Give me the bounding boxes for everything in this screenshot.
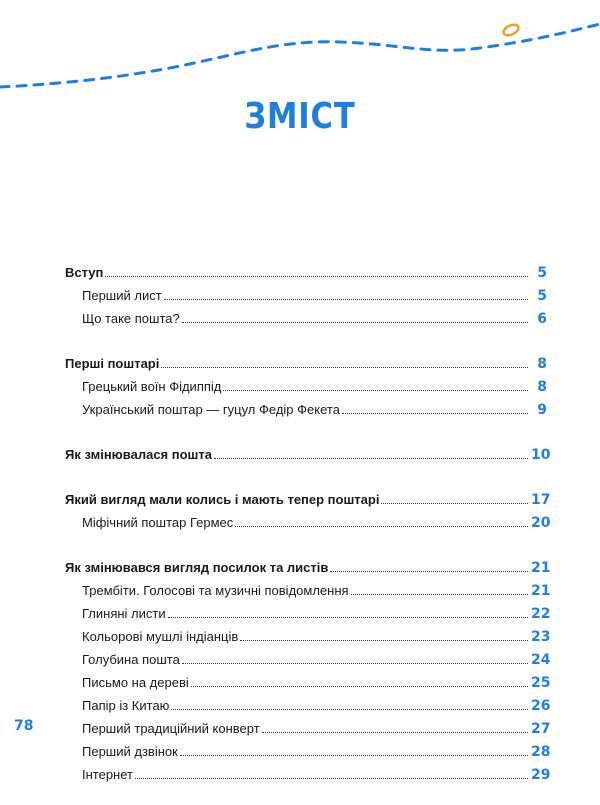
toc-page-number: 22 (531, 606, 551, 622)
toc-subentry (65, 622, 551, 645)
toc-subentry (65, 691, 551, 714)
toc-dot-leader (161, 367, 528, 368)
toc-entry-title: Що таке пошта? (82, 311, 180, 326)
toc-page-number: 27 (531, 721, 551, 737)
toc-dot-leader (351, 594, 528, 595)
toc-entry-title: Перший дзвінок (82, 744, 178, 759)
toc-page-number: 25 (531, 675, 551, 691)
toc-section-entry (65, 485, 551, 508)
page-number: 78 (14, 718, 34, 734)
toc-subentry (65, 281, 547, 304)
toc-entry-title: Який вигляд мали колись і мають тепер поштарі (65, 492, 380, 507)
toc-entry-title: Трембіти. Голосові та музичні повідомлення (82, 583, 349, 598)
toc-dot-leader (214, 458, 528, 459)
toc-page-number: 21 (531, 560, 551, 576)
toc-subentry (65, 645, 551, 668)
toc-page-number: 23 (531, 629, 551, 645)
toc-section (65, 553, 551, 783)
toc-entry-title: Як змінювався вигляд посилок та листів (65, 560, 329, 575)
toc-subentry (65, 508, 551, 531)
toc-page-number: 9 (537, 402, 547, 418)
toc-subentry (65, 737, 551, 760)
toc-dot-leader (105, 276, 528, 277)
toc-entry-title: Український поштар — гуцул Федір Фекета (82, 402, 340, 417)
toc-dot-leader (171, 709, 528, 710)
toc-entry-title: Перший лист (82, 288, 162, 303)
toc-page-number: 24 (531, 652, 551, 668)
toc-entry-title: Як змінювалася пошта (65, 447, 212, 462)
toc-entry-title: Перший традиційний конверт (82, 721, 260, 736)
toc-entry-title: Міфічний поштар Гермес (82, 515, 234, 530)
toc-page-number: 5 (537, 265, 547, 281)
toc-entry-title: Інтернет (82, 767, 133, 782)
toc-dot-leader (135, 778, 528, 779)
toc-dot-leader (240, 640, 528, 641)
toc-section (65, 485, 551, 531)
toc-page-number: 29 (531, 767, 551, 783)
orange-seed-icon (502, 23, 520, 38)
toc-dot-leader (235, 526, 528, 527)
toc-section-entry (65, 553, 551, 576)
toc-entry-title: Голубина пошта (82, 652, 180, 667)
toc-page-number: 26 (531, 698, 551, 714)
toc-entry-title: Глиняні листи (82, 606, 166, 621)
toc-subentry (65, 576, 551, 599)
toc-subentry (65, 714, 551, 737)
toc-entry-title: Перші поштарі (65, 356, 160, 371)
page-title: ЗМІСТ (244, 96, 356, 137)
toc-page-number: 8 (537, 356, 547, 372)
toc-section-entry (65, 440, 551, 463)
toc-dot-leader (164, 299, 528, 300)
toc-dot-leader (180, 755, 528, 756)
toc-dot-leader (330, 571, 528, 572)
toc-dot-leader (223, 390, 528, 391)
toc-section (65, 349, 547, 418)
toc-dot-leader (342, 413, 528, 414)
toc-entry-title: Грецький воїн Фідиппід (82, 379, 222, 394)
toc-page-number: 5 (537, 288, 547, 304)
toc-subentry (65, 668, 551, 691)
toc-dot-leader (191, 686, 528, 687)
toc-section-entry (65, 258, 547, 281)
toc-dot-leader (381, 503, 528, 504)
toc-dot-leader (182, 663, 528, 664)
table-of-contents (65, 258, 551, 805)
toc-subentry (65, 304, 547, 327)
toc-page-number: 17 (531, 492, 551, 508)
toc-page-number: 28 (531, 744, 551, 760)
toc-dot-leader (262, 732, 528, 733)
toc-page-number: 20 (531, 515, 551, 531)
toc-page-number: 21 (531, 583, 551, 599)
toc-section-entry (65, 349, 547, 372)
toc-entry-title: Вступ (65, 265, 104, 280)
toc-subentry (65, 599, 551, 622)
toc-subentry (65, 372, 547, 395)
toc-dot-leader (182, 322, 528, 323)
toc-subentry (65, 760, 551, 783)
toc-entry-title: Кольорові мушлі індіанців (82, 629, 239, 644)
dashed-path-decoration (0, 0, 600, 110)
toc-entry-title: Письмо на дереві (82, 675, 189, 690)
toc-page-number: 6 (537, 311, 547, 327)
toc-section (65, 440, 551, 463)
toc-page-number: 10 (531, 447, 551, 463)
toc-entry-title: Папір із Китаю (82, 698, 170, 713)
toc-section (65, 258, 547, 327)
toc-page-number: 8 (537, 379, 547, 395)
toc-subentry (65, 395, 547, 418)
toc-dot-leader (168, 617, 528, 618)
